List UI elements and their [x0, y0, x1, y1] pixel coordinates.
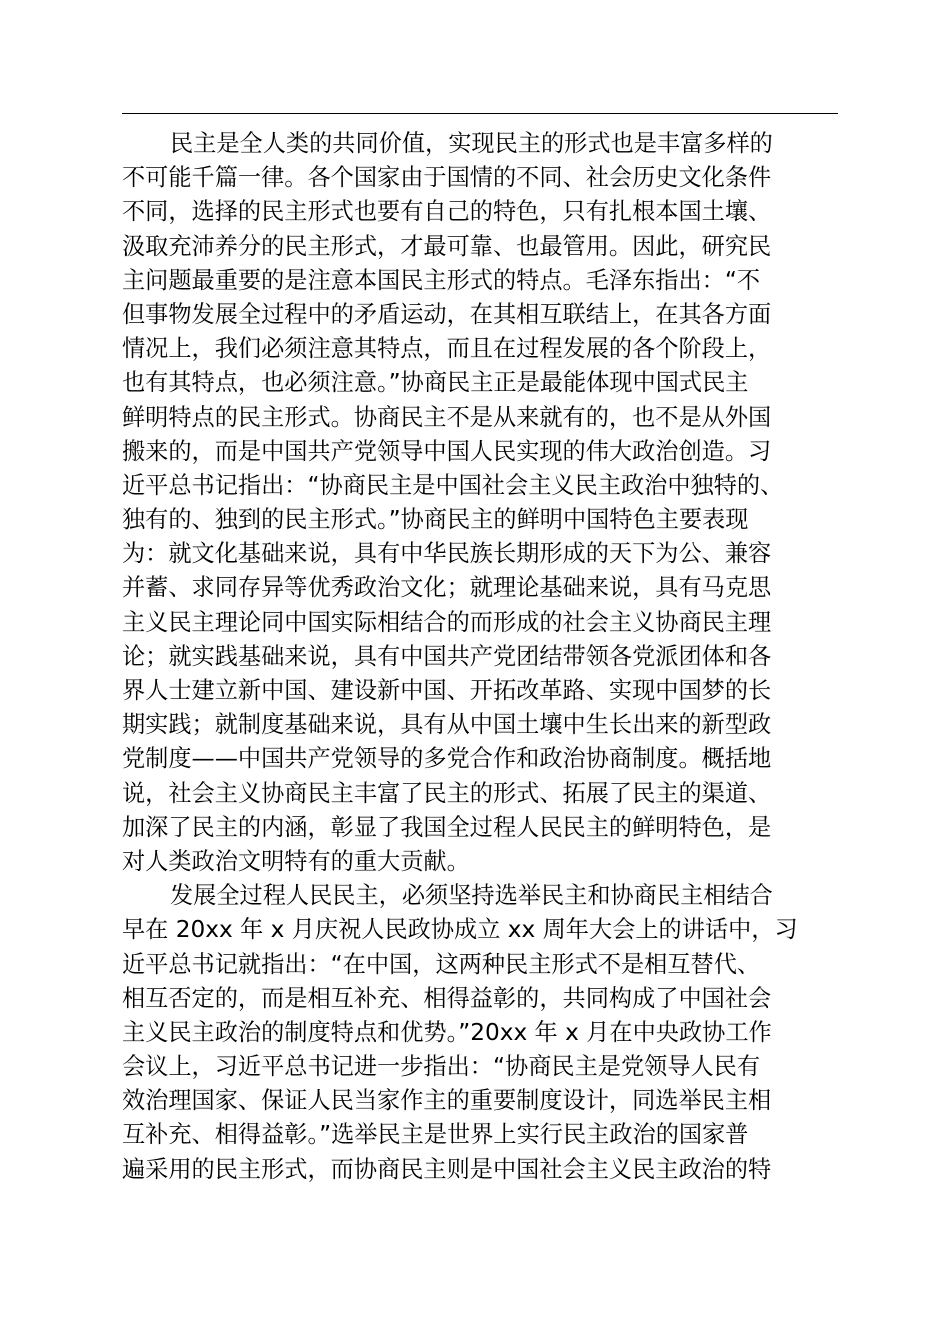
text-line: 也有其特点，也必须注意。”协商民主正是最能体现中国式民主 [122, 369, 749, 397]
text-line: 会议上，习近平总书记进一步指出：“协商民主是党领导人民有 [122, 1053, 761, 1081]
text-line: 鲜明特点的民主形式。协商民主不是从来就有的，也不是从外国 [122, 403, 772, 431]
text-line: 情况上，我们必须注意其特点，而且在过程发展的各个阶段上， [122, 335, 772, 363]
text-line: 说，社会主义协商民主丰富了民主的形式、拓展了民主的渠道、 [122, 779, 772, 807]
text-line: 对人类政治文明特有的重大贡献。 [122, 847, 470, 875]
text-line: 相互否定的，而是相互补充、相得益彰的，共同构成了中国社会 [122, 984, 772, 1012]
header-rule [122, 113, 838, 114]
text-line: 加深了民主的内涵，彰显了我国全过程人民民主的鲜明特色，是 [122, 813, 772, 841]
text-line: 主义民主政治的制度特点和优势。”20xx 年 x 月在中央政协工作 [122, 1018, 772, 1046]
text-line: 互补充、相得益彰。”选举民主是世界上实行民主政治的国家普 [122, 1121, 749, 1149]
text-line: 独有的、独到的民主形式。”协商民主的鲜明中国特色主要表现 [122, 506, 749, 534]
text-line: 界人士建立新中国、建设新中国、开拓改革路、实现中国梦的长 [122, 677, 772, 704]
text-line: 近平总书记指出：“协商民主是中国社会主义民主政治中独特的、 [122, 471, 784, 499]
text-line: 党制度——中国共产党领导的多党合作和政治协商制度。概括地 [122, 745, 772, 773]
text-line: 早在 20xx 年 x 月庆祝人民政协成立 xx 周年大会上的讲话中，习 [122, 916, 798, 944]
text-line: 不同，选择的民主形式也要有自己的特色，只有扎根本国土壤、 [122, 198, 772, 226]
text-line: 主问题最重要的是注意本国民主形式的特点。毛泽东指出：“不 [122, 266, 761, 294]
text-line: 民主是全人类的共同价值，实现民主的形式也是丰富多样的 [170, 130, 773, 157]
paragraph-2 [122, 879, 838, 1187]
text-line: 发展全过程人民民主，必须坚持选举民主和协商民主相结合 [170, 882, 773, 910]
text-line: 不可能千篇一律。各个国家由于国情的不同、社会历史文化条件 [122, 164, 772, 192]
text-line: 为：就文化基础来说，具有中华民族长期形成的天下为公、兼容 [122, 540, 772, 568]
text-line: 但事物发展全过程中的矛盾运动，在其相互联结上，在其各方面 [122, 300, 772, 328]
text-line: 并蓄、求同存异等优秀政治文化；就理论基础来说，具有马克思 [122, 574, 772, 602]
text-line: 主义民主理论同中国实际相结合的而形成的社会主义协商民主理 [122, 608, 772, 636]
text-line: 遍采用的民主形式，而协商民主则是中国社会主义民主政治的特 [122, 1155, 772, 1183]
text-line: 汲取充沛养分的民主形式，才最可靠、也最管用。因此，研究民 [122, 232, 772, 260]
text-line: 近平总书记就指出：“在中国，这两种民主形式不是相互替代、 [122, 950, 761, 978]
text-line: 论；就实践基础来说，具有中国共产党团结带领各党派团体和各 [122, 642, 772, 670]
text-line: 搬来的，而是中国共产党领导中国人民实现的伟大政治创造。习 [122, 437, 772, 465]
body-text [122, 127, 838, 1187]
paragraph-1 [122, 127, 838, 879]
text-line: 效治理国家、保证人民当家作主的重要制度设计，同选举民主相 [122, 1087, 772, 1115]
text-line: 期实践；就制度基础来说，具有从中国土壤中生长出来的新型政 [122, 711, 772, 739]
